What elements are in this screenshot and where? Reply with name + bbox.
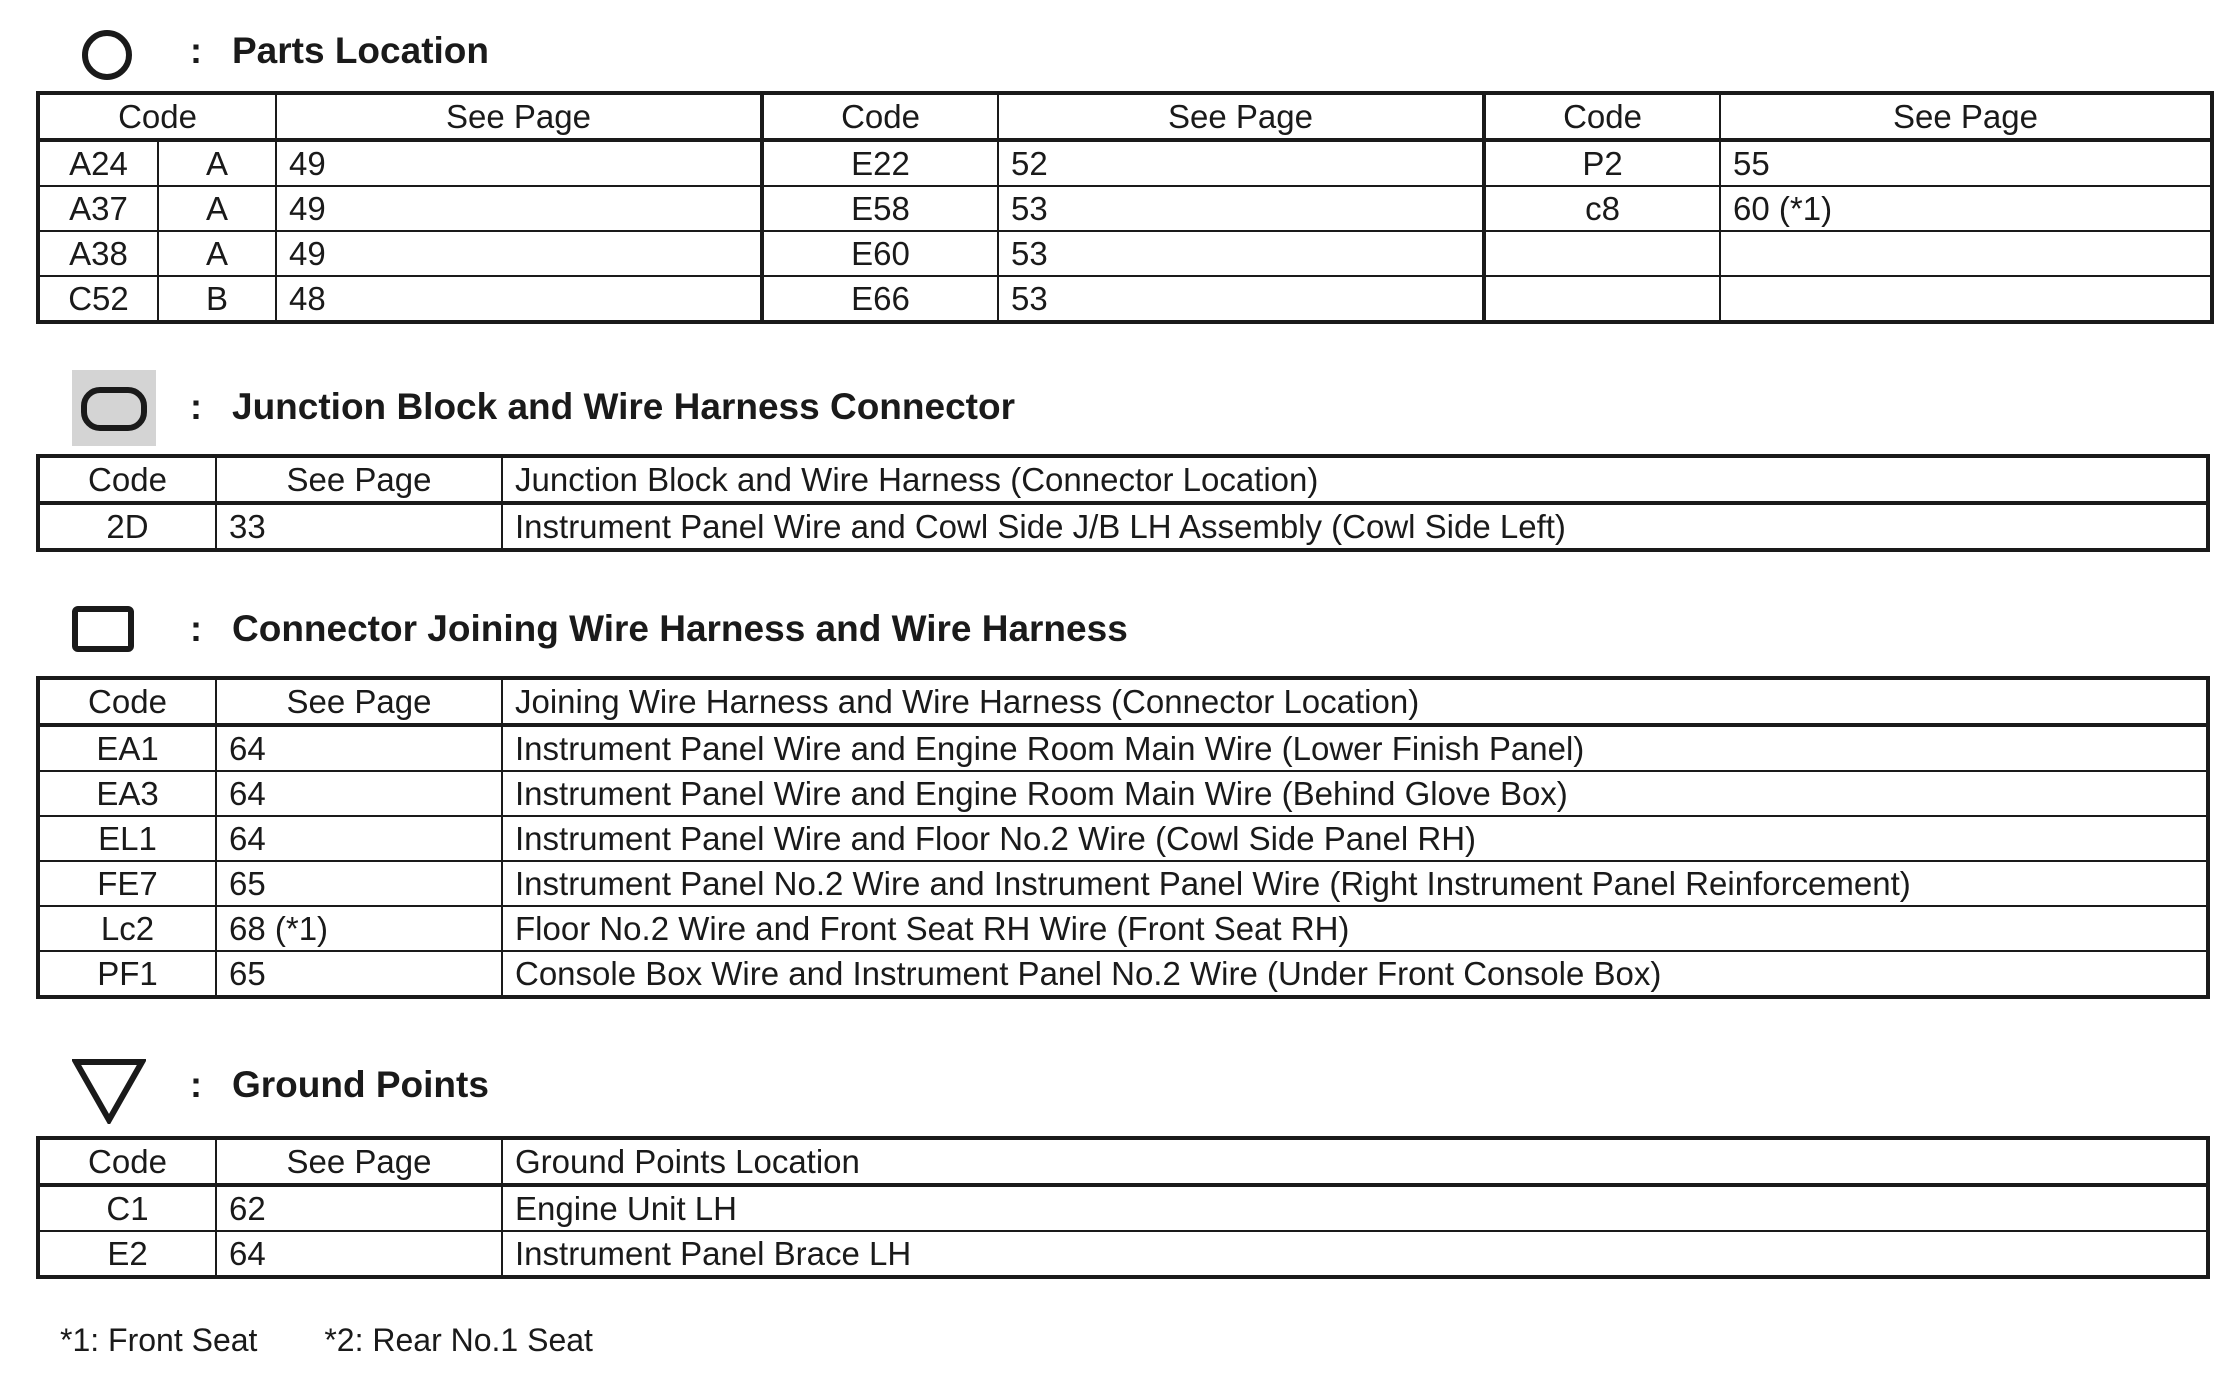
code-cell: c8 [1484, 186, 1720, 231]
ground-points-table [36, 1136, 2210, 1279]
table-row [38, 1231, 2208, 1277]
code-cell: EA1 [38, 725, 216, 771]
table-row [38, 906, 2208, 951]
location-cell: Instrument Panel Wire and Engine Room Main Wire (Behind Glove Box) [502, 771, 2208, 816]
location-cell: Instrument Panel No.2 Wire and Instrument Panel Wire (Right Instrument Panel Reinforcement) [502, 861, 2208, 906]
code-cell [1484, 276, 1720, 322]
footnote: *2: Rear No.1 Seat [324, 1322, 593, 1358]
table-row [38, 186, 2212, 231]
connector-joining-title: Connector Joining Wire Harness and Wire Harness [232, 608, 1128, 649]
page-cell: 49 [276, 231, 762, 276]
column-header-location: Junction Block and Wire Harness (Connector Location) [502, 456, 2208, 503]
column-header-code: Code [38, 678, 216, 725]
page-cell: 64 [216, 1231, 502, 1277]
location-cell: Instrument Panel Wire and Floor No.2 Wire (Cowl Side Panel RH) [502, 816, 2208, 861]
table-row [38, 861, 2208, 906]
code-suffix-cell: A [158, 140, 276, 186]
column-header-code: Code [38, 456, 216, 503]
connector-joining-colon: : [190, 608, 202, 649]
ground-points-heading [0, 1046, 1400, 1126]
junction-block-header-row [38, 456, 2208, 503]
page-cell: 68 (*1) [216, 906, 502, 951]
page-cell: 60 (*1) [1720, 186, 2212, 231]
code-cell: A37 [38, 186, 158, 231]
parts-location-header-row [38, 93, 2212, 140]
page-cell [1720, 231, 2212, 276]
code-cell: C1 [38, 1185, 216, 1231]
page-cell: 48 [276, 276, 762, 322]
page-cell: 55 [1720, 140, 2212, 186]
code-cell: FE7 [38, 861, 216, 906]
code-cell: Lc2 [38, 906, 216, 951]
junction-block-colon: : [190, 386, 202, 427]
code-cell: E66 [762, 276, 998, 322]
column-header-location: Joining Wire Harness and Wire Harness (Connector Location) [502, 678, 2208, 725]
table-row [38, 1185, 2208, 1231]
location-cell: Instrument Panel Brace LH [502, 1231, 2208, 1277]
page-cell: 49 [276, 186, 762, 231]
parts-location-title: Parts Location [232, 30, 489, 71]
junction-block-heading [0, 366, 1400, 446]
table-row [38, 140, 2212, 186]
ground-points-colon: : [190, 1064, 202, 1105]
code-cell: A38 [38, 231, 158, 276]
page-cell: 64 [216, 725, 502, 771]
column-header-code: Code [38, 93, 276, 140]
table-row [38, 503, 2208, 550]
footnote: *1: Front Seat [60, 1322, 258, 1358]
code-cell: PF1 [38, 951, 216, 997]
location-cell: Floor No.2 Wire and Front Seat RH Wire (Front Seat RH) [502, 906, 2208, 951]
table-row [38, 231, 2212, 276]
junction-block-title: Junction Block and Wire Harness Connector [232, 386, 1015, 427]
location-cell: Instrument Panel Wire and Cowl Side J/B LH Assembly (Cowl Side Left) [502, 503, 2208, 550]
circle-icon [80, 28, 134, 82]
table-row [38, 951, 2208, 997]
page-cell: 53 [998, 186, 1484, 231]
column-header-see-page: See Page [276, 93, 762, 140]
column-header-code: Code [762, 93, 998, 140]
code-cell: E22 [762, 140, 998, 186]
location-cell: Console Box Wire and Instrument Panel No.2 Wire (Under Front Console Box) [502, 951, 2208, 997]
table-row [38, 276, 2212, 322]
junction-block-table [36, 454, 2210, 552]
rectangle-icon [72, 606, 134, 652]
code-cell: E58 [762, 186, 998, 231]
page-cell: 65 [216, 951, 502, 997]
table-row [38, 771, 2208, 816]
column-header-see-page: See Page [998, 93, 1484, 140]
code-cell: P2 [1484, 140, 1720, 186]
code-cell: EL1 [38, 816, 216, 861]
page-cell: 62 [216, 1185, 502, 1231]
table-row [38, 725, 2208, 771]
column-header-code: Code [1484, 93, 1720, 140]
page-cell: 49 [276, 140, 762, 186]
parts-location-colon: : [190, 30, 202, 71]
connector-joining-header-row [38, 678, 2208, 725]
code-cell: C52 [38, 276, 158, 322]
ground-points-title: Ground Points [232, 1064, 489, 1105]
code-cell: A24 [38, 140, 158, 186]
triangle-down-icon [72, 1058, 146, 1124]
rounded-rect-icon [72, 370, 156, 446]
ground-points-header-row [38, 1138, 2208, 1185]
page-cell: 64 [216, 771, 502, 816]
code-cell: E60 [762, 231, 998, 276]
location-cell: Instrument Panel Wire and Engine Room Main Wire (Lower Finish Panel) [502, 725, 2208, 771]
location-cell: Engine Unit LH [502, 1185, 2208, 1231]
code-suffix-cell: B [158, 276, 276, 322]
column-header-see-page: See Page [216, 678, 502, 725]
page-cell: 53 [998, 276, 1484, 322]
page-cell: 52 [998, 140, 1484, 186]
code-cell: EA3 [38, 771, 216, 816]
code-suffix-cell: A [158, 186, 276, 231]
connector-joining-table [36, 676, 2210, 999]
code-suffix-cell: A [158, 231, 276, 276]
table-row [38, 816, 2208, 861]
column-header-see-page: See Page [1720, 93, 2212, 140]
page-cell: 53 [998, 231, 1484, 276]
parts-location-table [36, 91, 2214, 324]
column-header-code: Code [38, 1138, 216, 1185]
column-header-see-page: See Page [216, 1138, 502, 1185]
column-header-see-page: See Page [216, 456, 502, 503]
column-header-location: Ground Points Location [502, 1138, 2208, 1185]
code-cell [1484, 231, 1720, 276]
footnotes [60, 1322, 651, 1359]
connector-joining-heading [0, 590, 1400, 670]
code-cell: 2D [38, 503, 216, 550]
page-cell: 64 [216, 816, 502, 861]
parts-location-heading [0, 14, 1400, 94]
page-cell [1720, 276, 2212, 322]
page-cell: 65 [216, 861, 502, 906]
code-cell: E2 [38, 1231, 216, 1277]
page-cell: 33 [216, 503, 502, 550]
